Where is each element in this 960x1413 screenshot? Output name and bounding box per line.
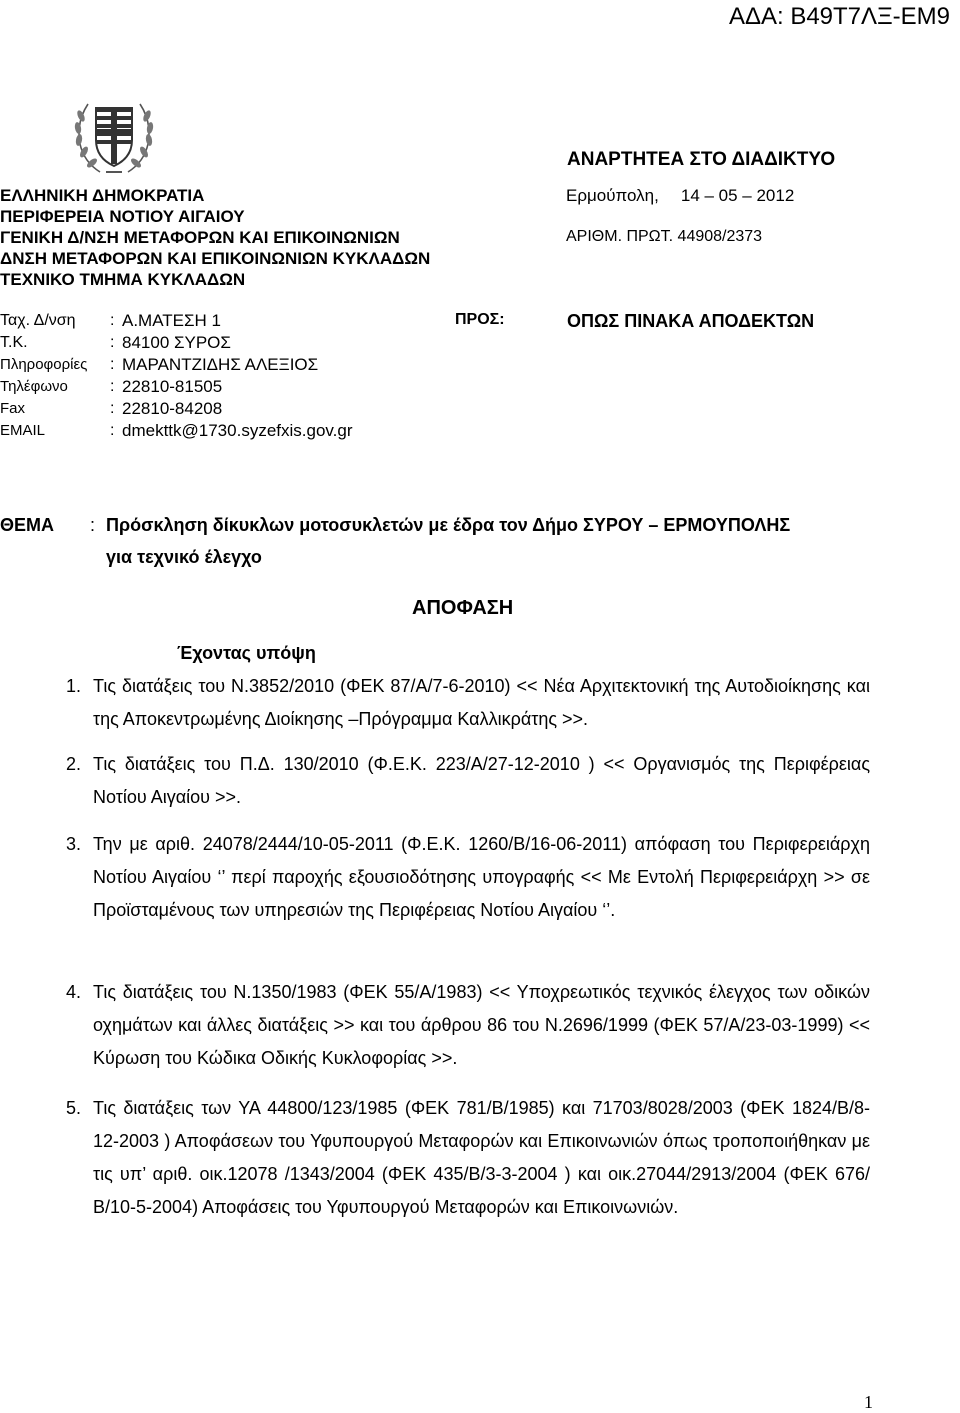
- contact-value: Α.ΜΑΤΕΣΗ 1: [122, 311, 221, 330]
- org-line: ΤΕΧΝΙΚΟ ΤΜΗΜΑ ΚΥΚΛΑΔΩΝ: [0, 270, 246, 289]
- contact-label: Τηλέφωνο: [0, 378, 68, 395]
- contact-separator: :: [110, 312, 115, 329]
- org-line: ΔΝΣΗ ΜΕΤΑΦΟΡΩΝ ΚΑΙ ΕΠΙΚΟΙΝΩΝΙΩΝ ΚΥΚΛΑΔΩΝ: [0, 249, 431, 268]
- contact-separator: :: [110, 356, 115, 373]
- list-item: [66, 670, 870, 736]
- decision-title: ΑΠΟΦΑΣΗ: [412, 597, 514, 619]
- ada-code: ΑΔΑ: Β49Τ7ΛΞ-ΕΜ9: [728, 3, 950, 30]
- list-item: [66, 976, 870, 1075]
- contact-separator: :: [110, 400, 115, 417]
- subject-text-line-1: Πρόσκληση δίκυκλων μοτοσυκλετών με έδρα τον Δήμο ΣΥΡΟΥ – ΕΡΜΟΥΠΟΛΗΣ: [106, 515, 791, 535]
- hellenic-republic-emblem-icon: [66, 96, 162, 180]
- contact-separator: :: [110, 378, 115, 395]
- item-text: Τις διατάξεις των ΥΑ 44800/123/1985 (ΦΕΚ 781/Β/1985) και 71703/8028/2003 (ΦΕΚ 1824/Β/8-12-2003 ) Αποφάσεων του Υφυπουργού Μεταφορών και Επικοινωνιών όπως τροποποιήθηκαν με τις υπ’ αριθ. οικ.12078 /1343/2004 (ΦΕΚ 435/Β/3-3-2004 ) και οικ.27044/2913/2004 (ΦΕΚ 676/Β/10-5-2004) Αποφάσεις του Υφυπουργού Μεταφορών και Επικοινωνιών.: [93, 1098, 870, 1217]
- item-text: Τις διατάξεις του Ν.1350/1983 (ΦΕΚ 55/Α/1983) << Υποχρεωτικός τεχνικός έλεγχος των οδικών οχημάτων και άλλες διατάξεις >> και του άρθρου 86 του Ν.2696/1999 (ΦΕΚ 57/Α/23-03-1999) << Κύρωση του Κώδικα Οδικής Κυκλοφορίας >>.: [93, 982, 870, 1068]
- contact-label: Ταχ. Δ/νση: [0, 312, 76, 329]
- recipient-label: ΠΡΟΣ:: [455, 311, 505, 328]
- online-posting-notice: ΑΝΑΡΤΗΤΕΑ ΣΤΟ ΔΙΑΔΙΚΤΥΟ: [567, 149, 836, 170]
- org-line: ΓΕΝΙΚΗ Δ/ΝΣΗ ΜΕΤΑΦΟΡΩΝ ΚΑΙ ΕΠΙΚΟΙΝΩΝΙΩΝ: [0, 228, 400, 247]
- item-number: 5.: [66, 1098, 82, 1118]
- place: Ερμούπολη,: [566, 186, 659, 205]
- recipient-value: ΟΠΩΣ ΠΙΝΑΚΑ ΑΠΟΔΕΚΤΩΝ: [567, 311, 815, 331]
- contact-label: EMAIL: [0, 422, 46, 439]
- organization-block: [0, 185, 430, 290]
- place-date-line: [566, 186, 794, 206]
- contact-label: Τ.Κ.: [0, 334, 28, 351]
- considering-heading: Έχοντας υπόψη: [177, 643, 316, 663]
- contact-row: [0, 398, 352, 420]
- item-number: 4.: [66, 982, 82, 1002]
- contact-separator: :: [110, 422, 115, 439]
- org-line: ΕΛΛΗΝΙΚΗ ΔΗΜΟΚΡΑΤΙΑ: [0, 186, 205, 205]
- item-number: 3.: [66, 834, 82, 854]
- contact-row: [0, 332, 352, 354]
- subject-label: ΘΕΜΑ: [0, 515, 54, 535]
- contact-row: [0, 420, 352, 442]
- contact-block: [0, 310, 352, 442]
- document-date: 14 – 05 – 2012: [680, 186, 795, 205]
- contact-separator: :: [110, 334, 115, 351]
- contact-value: 84100 ΣΥΡΟΣ: [122, 333, 231, 352]
- contact-row: [0, 310, 352, 332]
- contact-label: Fax: [0, 400, 26, 417]
- contact-value: ΜΑΡΑΝΤΖΙΔΗΣ ΑΛΕΞΙΟΣ: [122, 355, 319, 374]
- item-text: Την με αριθ. 24078/2444/10-05-2011 (Φ.Ε.Κ. 1260/Β/16-06-2011) απόφαση του Περιφερειάρχη Νοτίου Αιγαίου ‘’ περί παροχής εξουσιοδότησης υπογραφής << Με Εντολή Περιφερειάρχη >> σε Προϊσταμένους των υπηρεσιών της Περιφέρειας Νοτίου Αιγαίου ‘’.: [93, 834, 870, 920]
- email-value: dmekttk@1730.syzefxis.gov.gr: [122, 421, 353, 440]
- protocol-number: ΑΡΙΘΜ. ΠΡΩΤ. 44908/2373: [566, 228, 763, 245]
- list-item: [66, 748, 870, 814]
- contact-row: [0, 354, 352, 376]
- contact-value: 22810-81505: [122, 377, 223, 396]
- subject-separator: :: [90, 515, 96, 535]
- contact-row: [0, 376, 352, 398]
- contact-value: 22810-84208: [122, 399, 223, 418]
- list-item: [66, 1092, 870, 1224]
- org-line: ΠΕΡΙΦΕΡΕΙΑ ΝΟΤΙΟΥ ΑΙΓΑΙΟΥ: [0, 207, 245, 226]
- contact-label: Πληροφορίες: [0, 356, 88, 373]
- list-item: [66, 828, 870, 927]
- item-number: 2.: [66, 754, 82, 774]
- page-number: 1: [864, 1392, 873, 1412]
- item-text: Τις διατάξεις του Ν.3852/2010 (ΦΕΚ 87/Α/7-6-2010) << Νέα Αρχιτεκτονική της Αυτοδιοίκησης και της Αποκεντρωμένης Διοίκησης –Πρόγραμμα Καλλικράτης >>.: [93, 676, 870, 729]
- item-text: Τις διατάξεις του Π.Δ. 130/2010 (Φ.Ε.Κ. 223/Α/27-12-2010 ) << Οργανισμός της Περιφέρειας Νοτίου Αιγαίου >>.: [93, 754, 870, 807]
- subject-text-line-2: για τεχνικό έλεγχο: [106, 547, 262, 567]
- item-number: 1.: [66, 676, 82, 696]
